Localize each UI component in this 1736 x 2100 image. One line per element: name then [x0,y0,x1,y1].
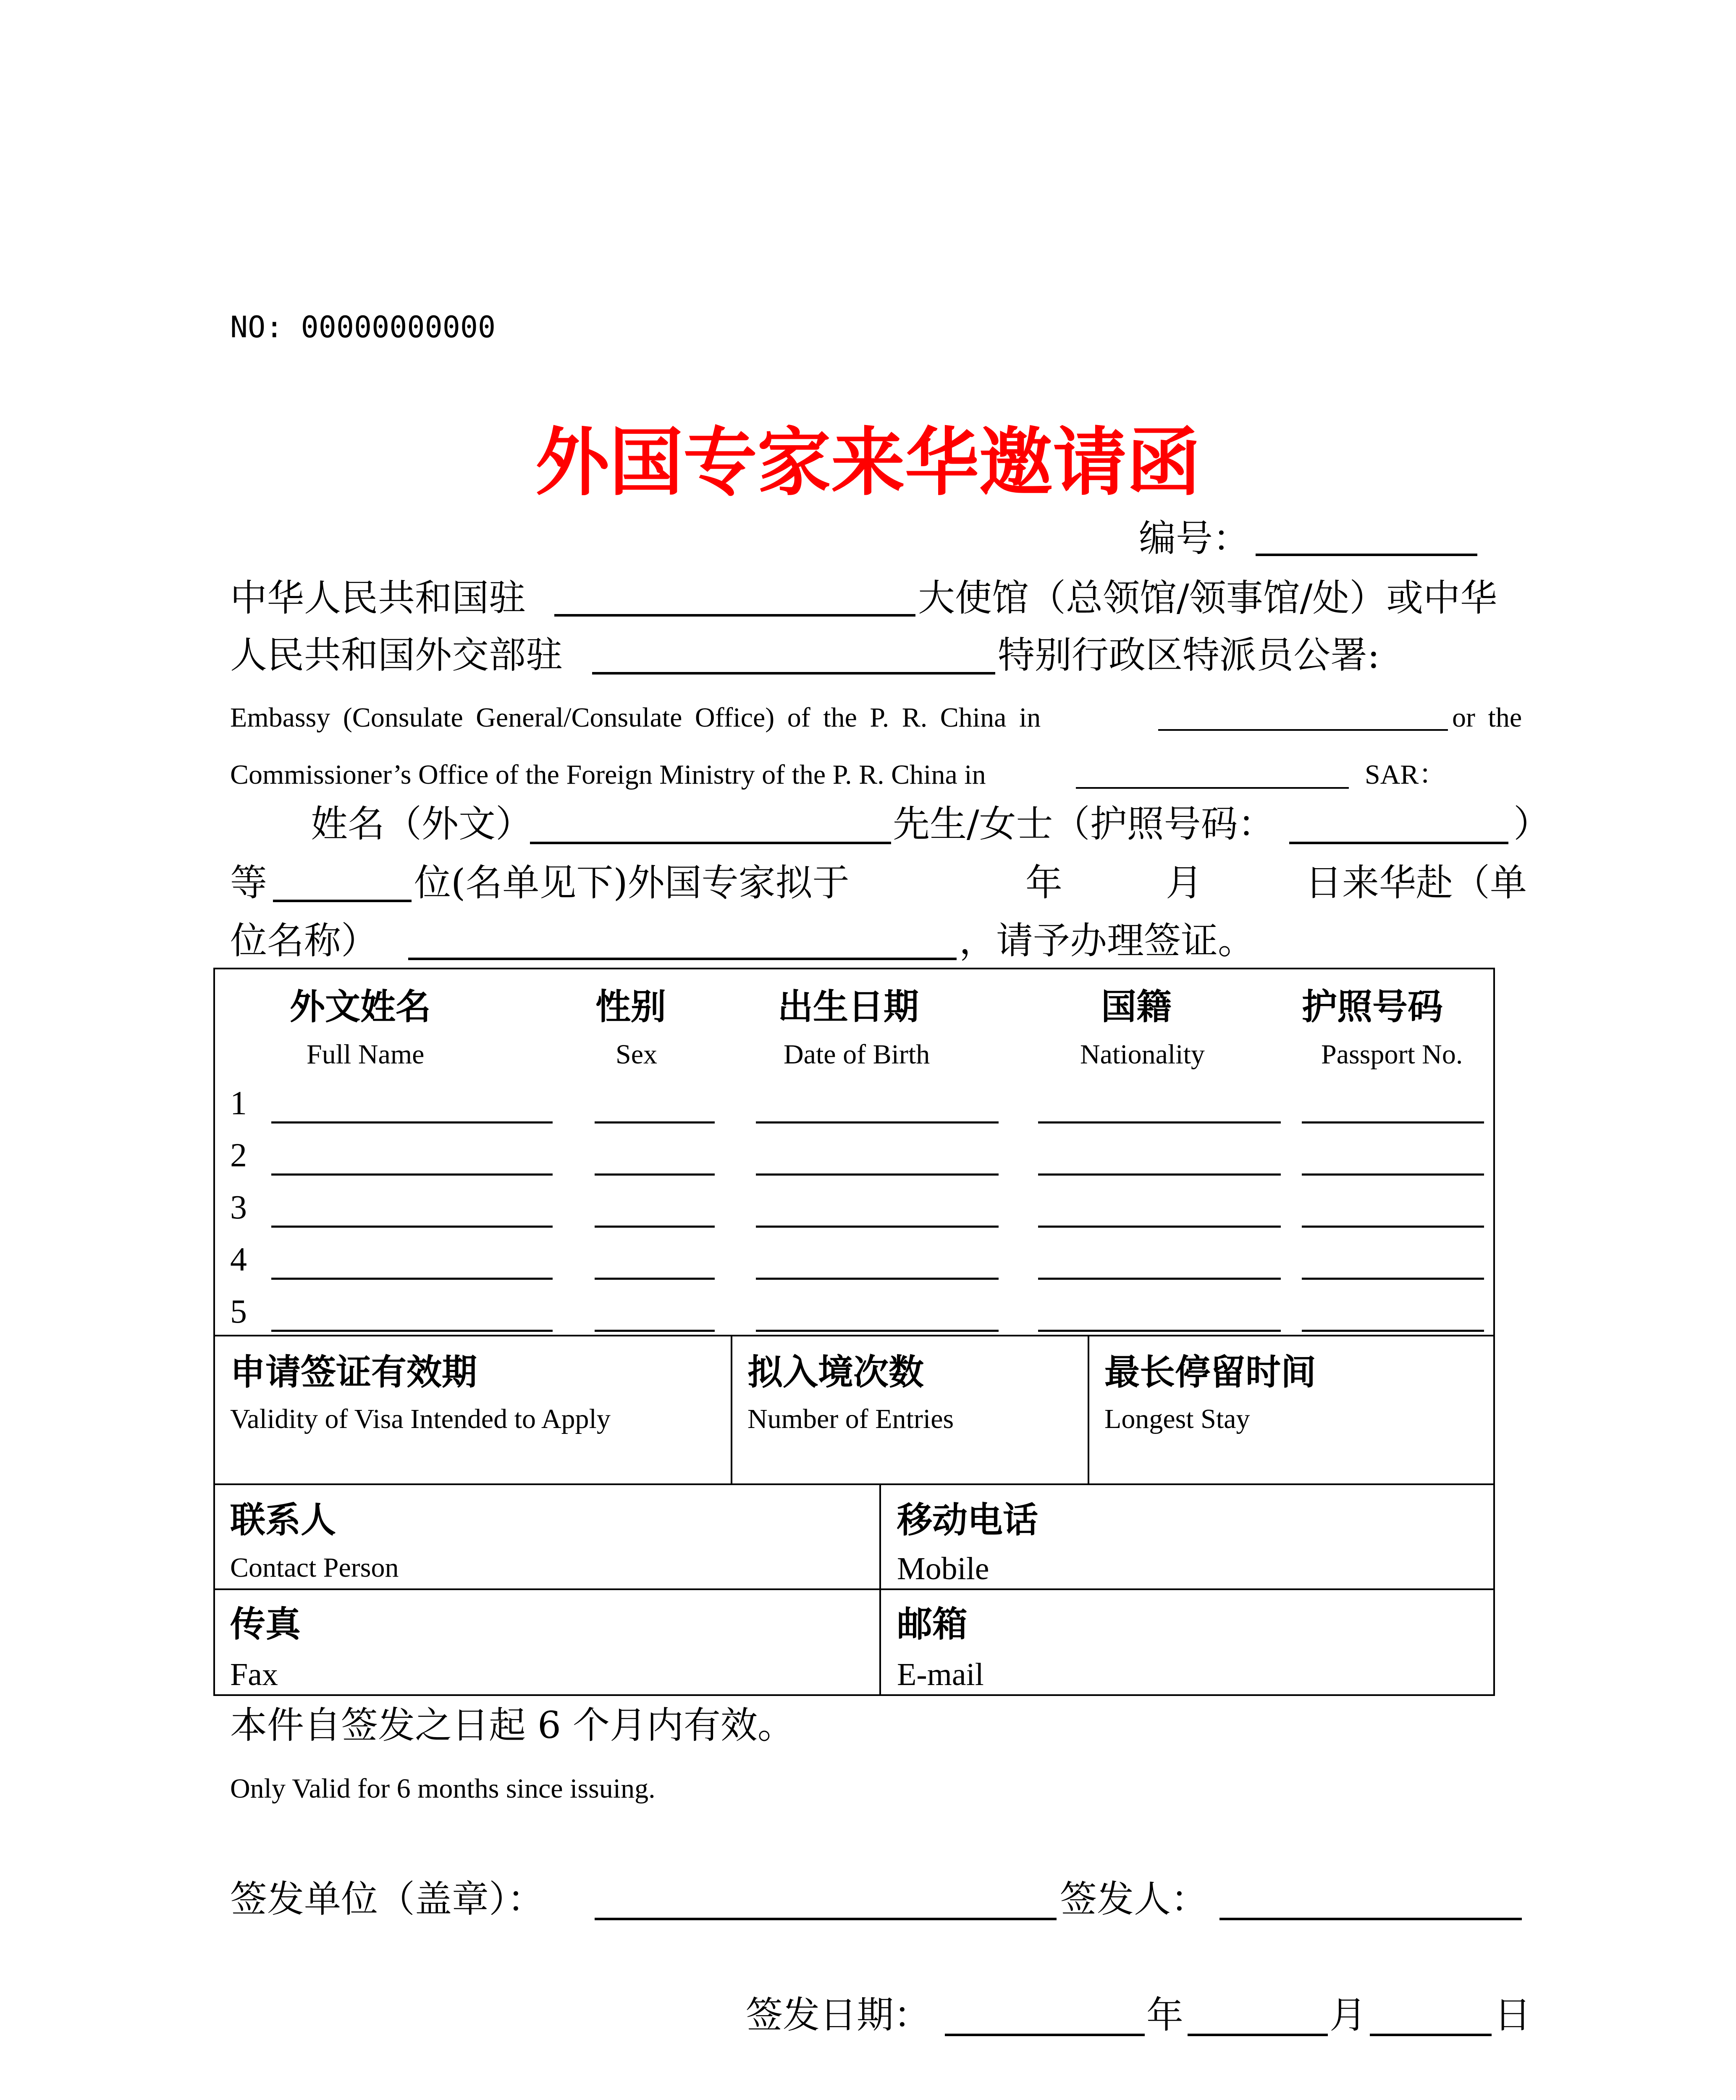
table-border-right [1493,968,1495,1696]
row-number-2: 2 [230,1137,247,1174]
row2-dob-blank[interactable] [756,1173,999,1176]
row-number-4: 4 [230,1241,247,1278]
col-header-sex-cn: 性别 [595,986,666,1027]
table-border-bottom [213,1694,1495,1696]
table-divider-visa [213,1335,1495,1336]
sar-blank-en[interactable] [1076,787,1349,789]
body-line1-c: ） [1513,802,1551,845]
document-number: NO: 00000000000 [230,310,496,344]
row4-dob-blank[interactable] [756,1278,999,1280]
row1-name-blank[interactable] [271,1121,553,1124]
page-title: 外国专家来华邀请函 [535,420,1201,506]
col-header-sex-en: Sex [616,1039,657,1070]
issue-day-blank[interactable] [1370,2034,1492,2036]
issue-month-blank[interactable] [1188,2034,1328,2036]
row1-nationality-blank[interactable] [1038,1121,1281,1124]
row5-dob-blank[interactable] [756,1330,999,1332]
row5-name-blank[interactable] [271,1330,553,1332]
address-en-line1-a: Embassy (Consulate General/Consulate Office) of the P. R. China in [230,702,1041,733]
entries-label-cn: 拟入境次数 [747,1352,924,1393]
row-number-3: 3 [230,1189,247,1226]
row1-sex-blank[interactable] [595,1121,715,1124]
serial-label: 编号： [1139,517,1250,560]
issue-year-blank[interactable] [945,2034,1145,2036]
issue-date-label: 签发日期： [746,1993,931,2037]
row2-sex-blank[interactable] [595,1173,715,1176]
col-header-dob-en: Date of Birth [784,1039,930,1070]
col-header-passport-en: Passport No. [1321,1039,1463,1070]
issuer-blank[interactable] [1219,1918,1522,1920]
issuer-label: 签发人： [1060,1877,1208,1921]
address-en-line2-a: Commissioner’s Office of the Foreign Ministry of the P. R. China in [230,759,986,790]
validity-note-cn: 本件自签发之日起 6 个月内有效。 [230,1704,795,1747]
row5-passport-blank[interactable] [1302,1330,1484,1332]
longest-stay-label-cn: 最长停留时间 [1104,1352,1316,1393]
address-cn-line2-a: 人民共和国外交部驻 [230,633,563,677]
body-line2-month: 月 [1166,861,1203,904]
col-header-nationality-en: Nationality [1080,1039,1205,1070]
contact-person-label-en: Contact Person [230,1552,399,1583]
email-label-cn: 邮箱 [897,1604,968,1645]
count-blank[interactable] [273,900,412,902]
table-border-top [213,968,1495,969]
fax-label-cn: 传真 [230,1604,301,1645]
row2-name-blank[interactable] [271,1173,553,1176]
address-cn-line1-b: 大使馆（总领馆/领事馆/处）或中华 [918,576,1497,620]
row5-nationality-blank[interactable] [1038,1330,1281,1332]
visa-validity-label-cn: 申请签证有效期 [230,1352,477,1393]
body-line3-b: ，请予办理签证。 [959,919,1255,962]
address-en-line1-b: or the [1452,702,1522,733]
fax-label-en: Fax [230,1657,278,1692]
body-line1-a: 姓名（外文） [311,802,533,845]
row4-passport-blank[interactable] [1302,1278,1484,1280]
row4-name-blank[interactable] [271,1278,553,1280]
row3-sex-blank[interactable] [595,1226,715,1228]
issue-month-label: 月 [1330,1993,1367,2037]
contact-divider [879,1483,881,1694]
row1-dob-blank[interactable] [756,1121,999,1124]
visa-divider-1 [731,1335,732,1485]
name-blank[interactable] [530,842,891,844]
address-cn-line2-b: 特别行政区特派员公署: [998,633,1380,677]
col-header-passport-cn: 护照号码 [1302,986,1443,1027]
col-header-name-cn: 外文姓名 [290,986,431,1027]
sar-blank-cn[interactable] [592,672,995,675]
row2-passport-blank[interactable] [1302,1173,1484,1176]
issue-day-label: 日 [1494,1993,1531,2037]
row1-passport-blank[interactable] [1302,1121,1484,1124]
body-line2-c: 日来华赴（单 [1305,861,1527,904]
passport-blank[interactable] [1289,842,1508,844]
mobile-label-cn: 移动电话 [897,1499,1038,1541]
email-label-en: E-mail [897,1657,984,1692]
col-header-name-en: Full Name [307,1039,425,1070]
table-divider-fax [213,1588,1495,1590]
row3-nationality-blank[interactable] [1038,1226,1281,1228]
row2-nationality-blank[interactable] [1038,1173,1281,1176]
validity-note-en: Only Valid for 6 months since issuing. [230,1773,656,1804]
row4-nationality-blank[interactable] [1038,1278,1281,1280]
mobile-label-en: Mobile [897,1551,989,1586]
visa-validity-label-en: Validity of Visa Intended to Apply [230,1404,611,1434]
visa-divider-2 [1088,1335,1089,1485]
row3-dob-blank[interactable] [756,1226,999,1228]
body-line2-a: 等 [230,861,267,904]
body-line2-year: 年 [1025,861,1063,904]
row3-name-blank[interactable] [271,1226,553,1228]
body-line2-b: 位(名单见下)外国专家拟于 [414,861,850,904]
address-cn-line1-a: 中华人民共和国驻 [230,576,526,620]
row5-sex-blank[interactable] [595,1330,715,1332]
row4-sex-blank[interactable] [595,1278,715,1280]
embassy-blank[interactable] [554,614,915,617]
issuing-unit-label: 签发单位（盖章）： [230,1877,545,1921]
entries-label-en: Number of Entries [747,1404,954,1434]
contact-person-label-cn: 联系人 [230,1499,336,1541]
longest-stay-label-en: Longest Stay [1104,1404,1250,1434]
issue-year-label: 年 [1146,1993,1184,2037]
body-line1-b: 先生/女士（护照号码： [893,802,1275,845]
embassy-blank-en[interactable] [1158,729,1448,731]
row3-passport-blank[interactable] [1302,1226,1484,1228]
table-divider-contact [213,1483,1495,1485]
row-number-5: 5 [230,1293,247,1330]
col-header-dob-cn: 出生日期 [778,986,919,1027]
table-border-left [213,968,215,1696]
body-line3-a: 位名称） [230,919,378,962]
issuing-unit-blank[interactable] [595,1918,1057,1920]
unit-name-blank[interactable] [408,958,957,960]
col-header-nationality-cn: 国籍 [1101,986,1172,1027]
row-number-1: 1 [230,1085,247,1122]
serial-blank[interactable] [1256,554,1477,556]
address-en-line2-b: SAR： [1365,759,1447,790]
